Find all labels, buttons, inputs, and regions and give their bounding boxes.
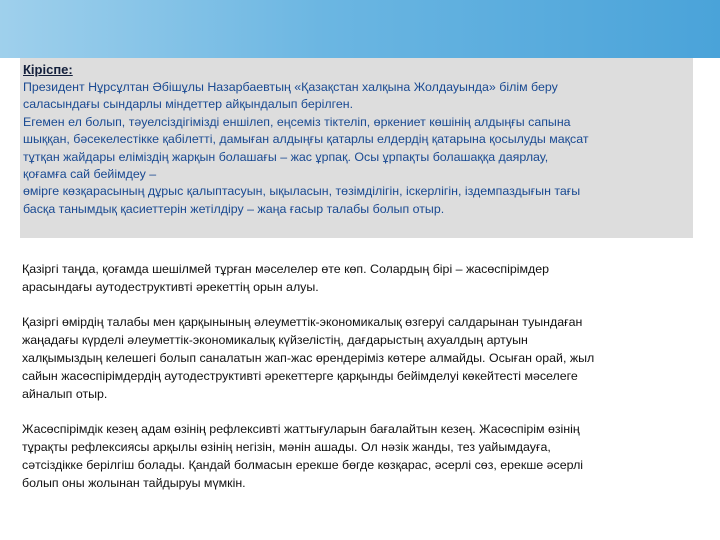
header-gradient-band: [0, 0, 720, 58]
paragraph-line: сайын жасөспірімдердің аутодеструктивті әрекеттерге қарқынды бейімделуі көкейтесті мәселеге: [22, 368, 578, 383]
paragraph-line: Қазіргі таңда, қоғамда шешілмей тұрған мәселелер өте көп. Солардың бірі – жасөспірімдер: [22, 262, 550, 276]
paragraph-line: халқымыздың келешегі болып саналатын жап-жас өрендеріміз көтере алмайды. Осыған орай, жыл: [22, 350, 595, 365]
paragraph-2: [22, 314, 698, 403]
introduction-line: шыққан, бәсекелестікке қабілетті, дамыған алдыңғы қатарлы елдердің қатарына қосылуды мақсат: [23, 132, 589, 147]
paragraph-line: айналып отыр.: [22, 386, 108, 401]
paragraph-line: болып оны жолынан тайдыруы мүмкін.: [22, 475, 246, 490]
body-text: [22, 261, 698, 492]
paragraph-spacer: [22, 403, 698, 421]
paragraph-line: арасындағы аутодеструктивті әрекеттің орын алуы.: [22, 279, 319, 294]
paragraph-line: Жасөспірімдік кезең адам өзінің рефлексивті жаттығуларын бағалайтын кезең. Жасөспірім өзінің: [22, 422, 580, 437]
introduction-title: Кіріспе:: [23, 62, 73, 77]
paragraph-line: тұрақты рефлексиясы арқылы өзінің негізін, мәнін ашады. Ол нәзік жанды, тез уайымдауға,: [22, 439, 551, 454]
paragraph-3: [22, 421, 698, 492]
introduction-line: Президент Нұрсұлтан Әбішұлы Назарбаевтың «Қазақстан халқына Жолдауында» білім беру: [23, 80, 558, 94]
paragraph-line: Қазіргі өмірдің талабы мен қарқынының әлеуметтік-экономикалық өзгеруі салдарынан туындаған: [22, 315, 583, 330]
introduction-line: тұтқан жайдары еліміздің жарқын болашағы – жас ұрпақ. Осы ұрпақты болашаққа даярлау,: [23, 149, 549, 164]
introduction-line: Егемен ел болып, тәуелсіздігімізді еншілеп, еңсеміз тіктеліп, өркениет көшінің алдыңғы сапына: [23, 114, 571, 129]
paragraph-line: сәтсіздікке берілгіш болады. Қандай болмасын ерекше бөгде көзқарас, әсерлі сөз, ерекше әсерлі: [22, 457, 584, 472]
paragraph-1: [22, 261, 698, 297]
introduction-line: саласындағы сындарлы міндеттер айқындалып берілген.: [23, 97, 354, 112]
introduction-line: өмірге көзқарасының дұрыс қалыптасуын, ықыласын, төзімділігін, іскерлігін, іздемпаздығын тағы: [23, 184, 581, 199]
paragraph-line: жаңадағы күрделі әлеуметтік-экономикалық күйзелістің, дағдарыстың ахуалдың артуын: [22, 333, 528, 348]
introduction-box: [20, 58, 693, 238]
introduction-line: қоғамға сай бейімдеу –: [23, 167, 157, 182]
introduction-line: басқа танымдық қасиеттерін жетілдіру – жаңа ғасыр талабы болып отыр.: [23, 201, 445, 216]
paragraph-spacer: [22, 297, 698, 315]
